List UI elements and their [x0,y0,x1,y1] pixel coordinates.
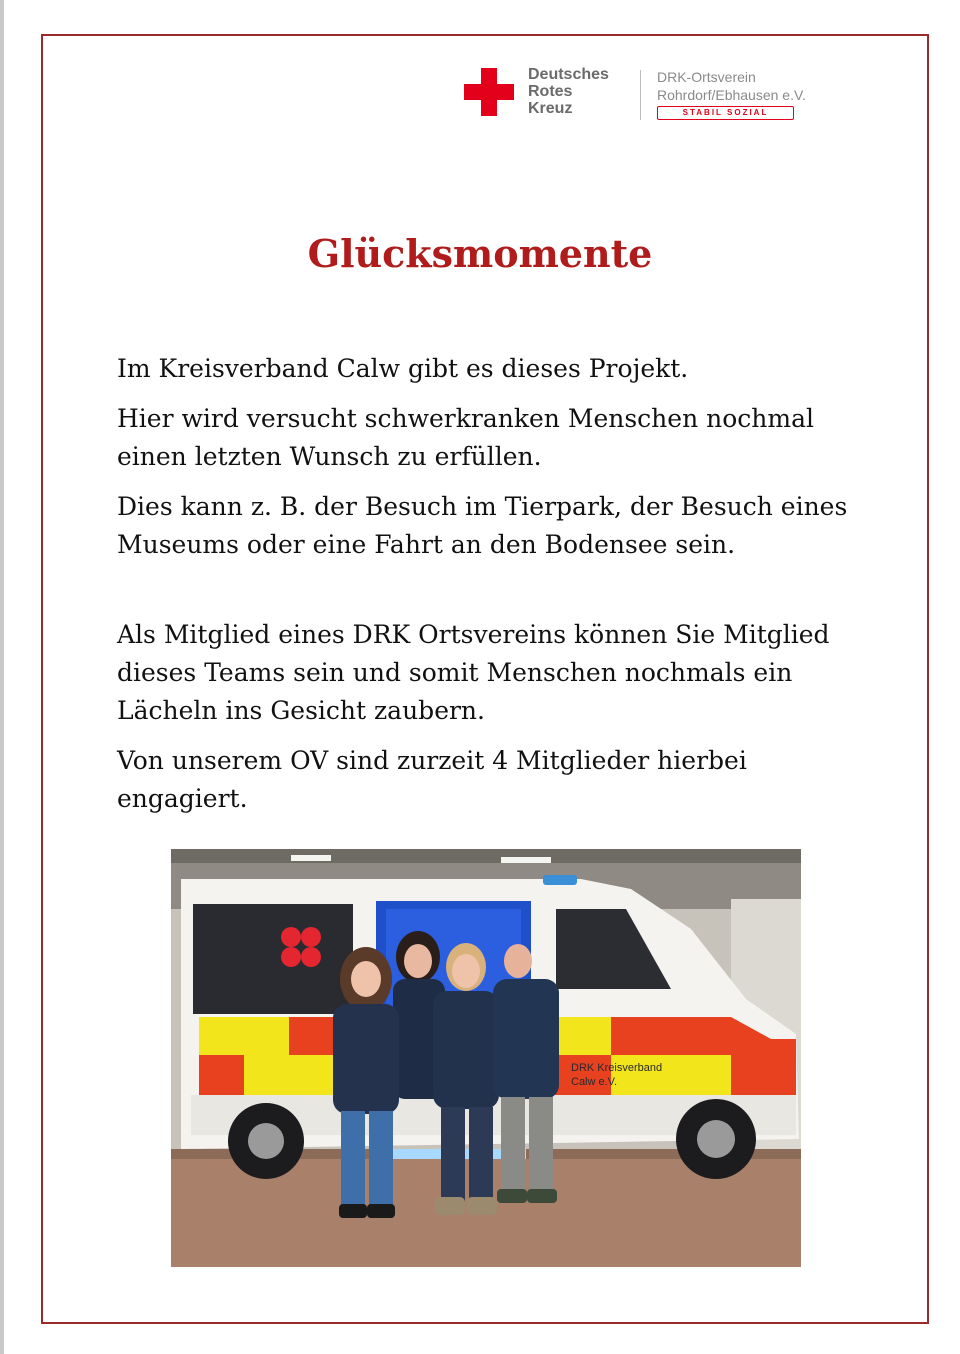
vehicle-text: Calw e.V. [571,1076,618,1088]
paragraph: Als Mitglied eines DRK Ortsvereins können Sie Mitglied dieses Teams sein und somit Menschen nochmals ein Lächeln ins Gesicht zaubern. [117,620,830,725]
page-title: Glücksmomente [307,231,653,276]
page-edge [0,0,4,1354]
paragraph: Im Kreisverband Calw gibt es dieses Projekt. [117,354,689,383]
logo-org-name [528,66,638,117]
logo-ov-line: Rohrdorf/Ebhausen e.V. [657,87,806,103]
logo-divider [640,70,641,120]
logo-ov-line: DRK-Ortsverein [657,69,756,85]
logo-org-line: Kreuz [528,100,573,117]
paragraph: Von unserem OV sind zurzeit 4 Mitglieder hierbei engagiert. [117,746,747,813]
vehicle-text: DRK Kreisverband [571,1062,663,1074]
paragraph: Hier wird versucht schwerkranken Menschen nochmal einen letzten Wunsch zu erfüllen. [117,404,814,471]
logo-org-line: Rotes [528,83,573,100]
body-text [117,350,877,830]
red-cross-icon-vertical [481,68,497,116]
drk-logo [464,66,854,126]
logo-org-line: Deutsches [528,66,609,83]
paragraph: Dies kann z. B. der Besuch im Tierpark, der Besuch eines Museums oder eine Fahrt an den Bodensee sein. [117,492,848,559]
team-photo [171,849,801,1267]
logo-ortsverein [657,68,857,104]
logo-tagline: STABIL SOZIAL [657,106,794,120]
